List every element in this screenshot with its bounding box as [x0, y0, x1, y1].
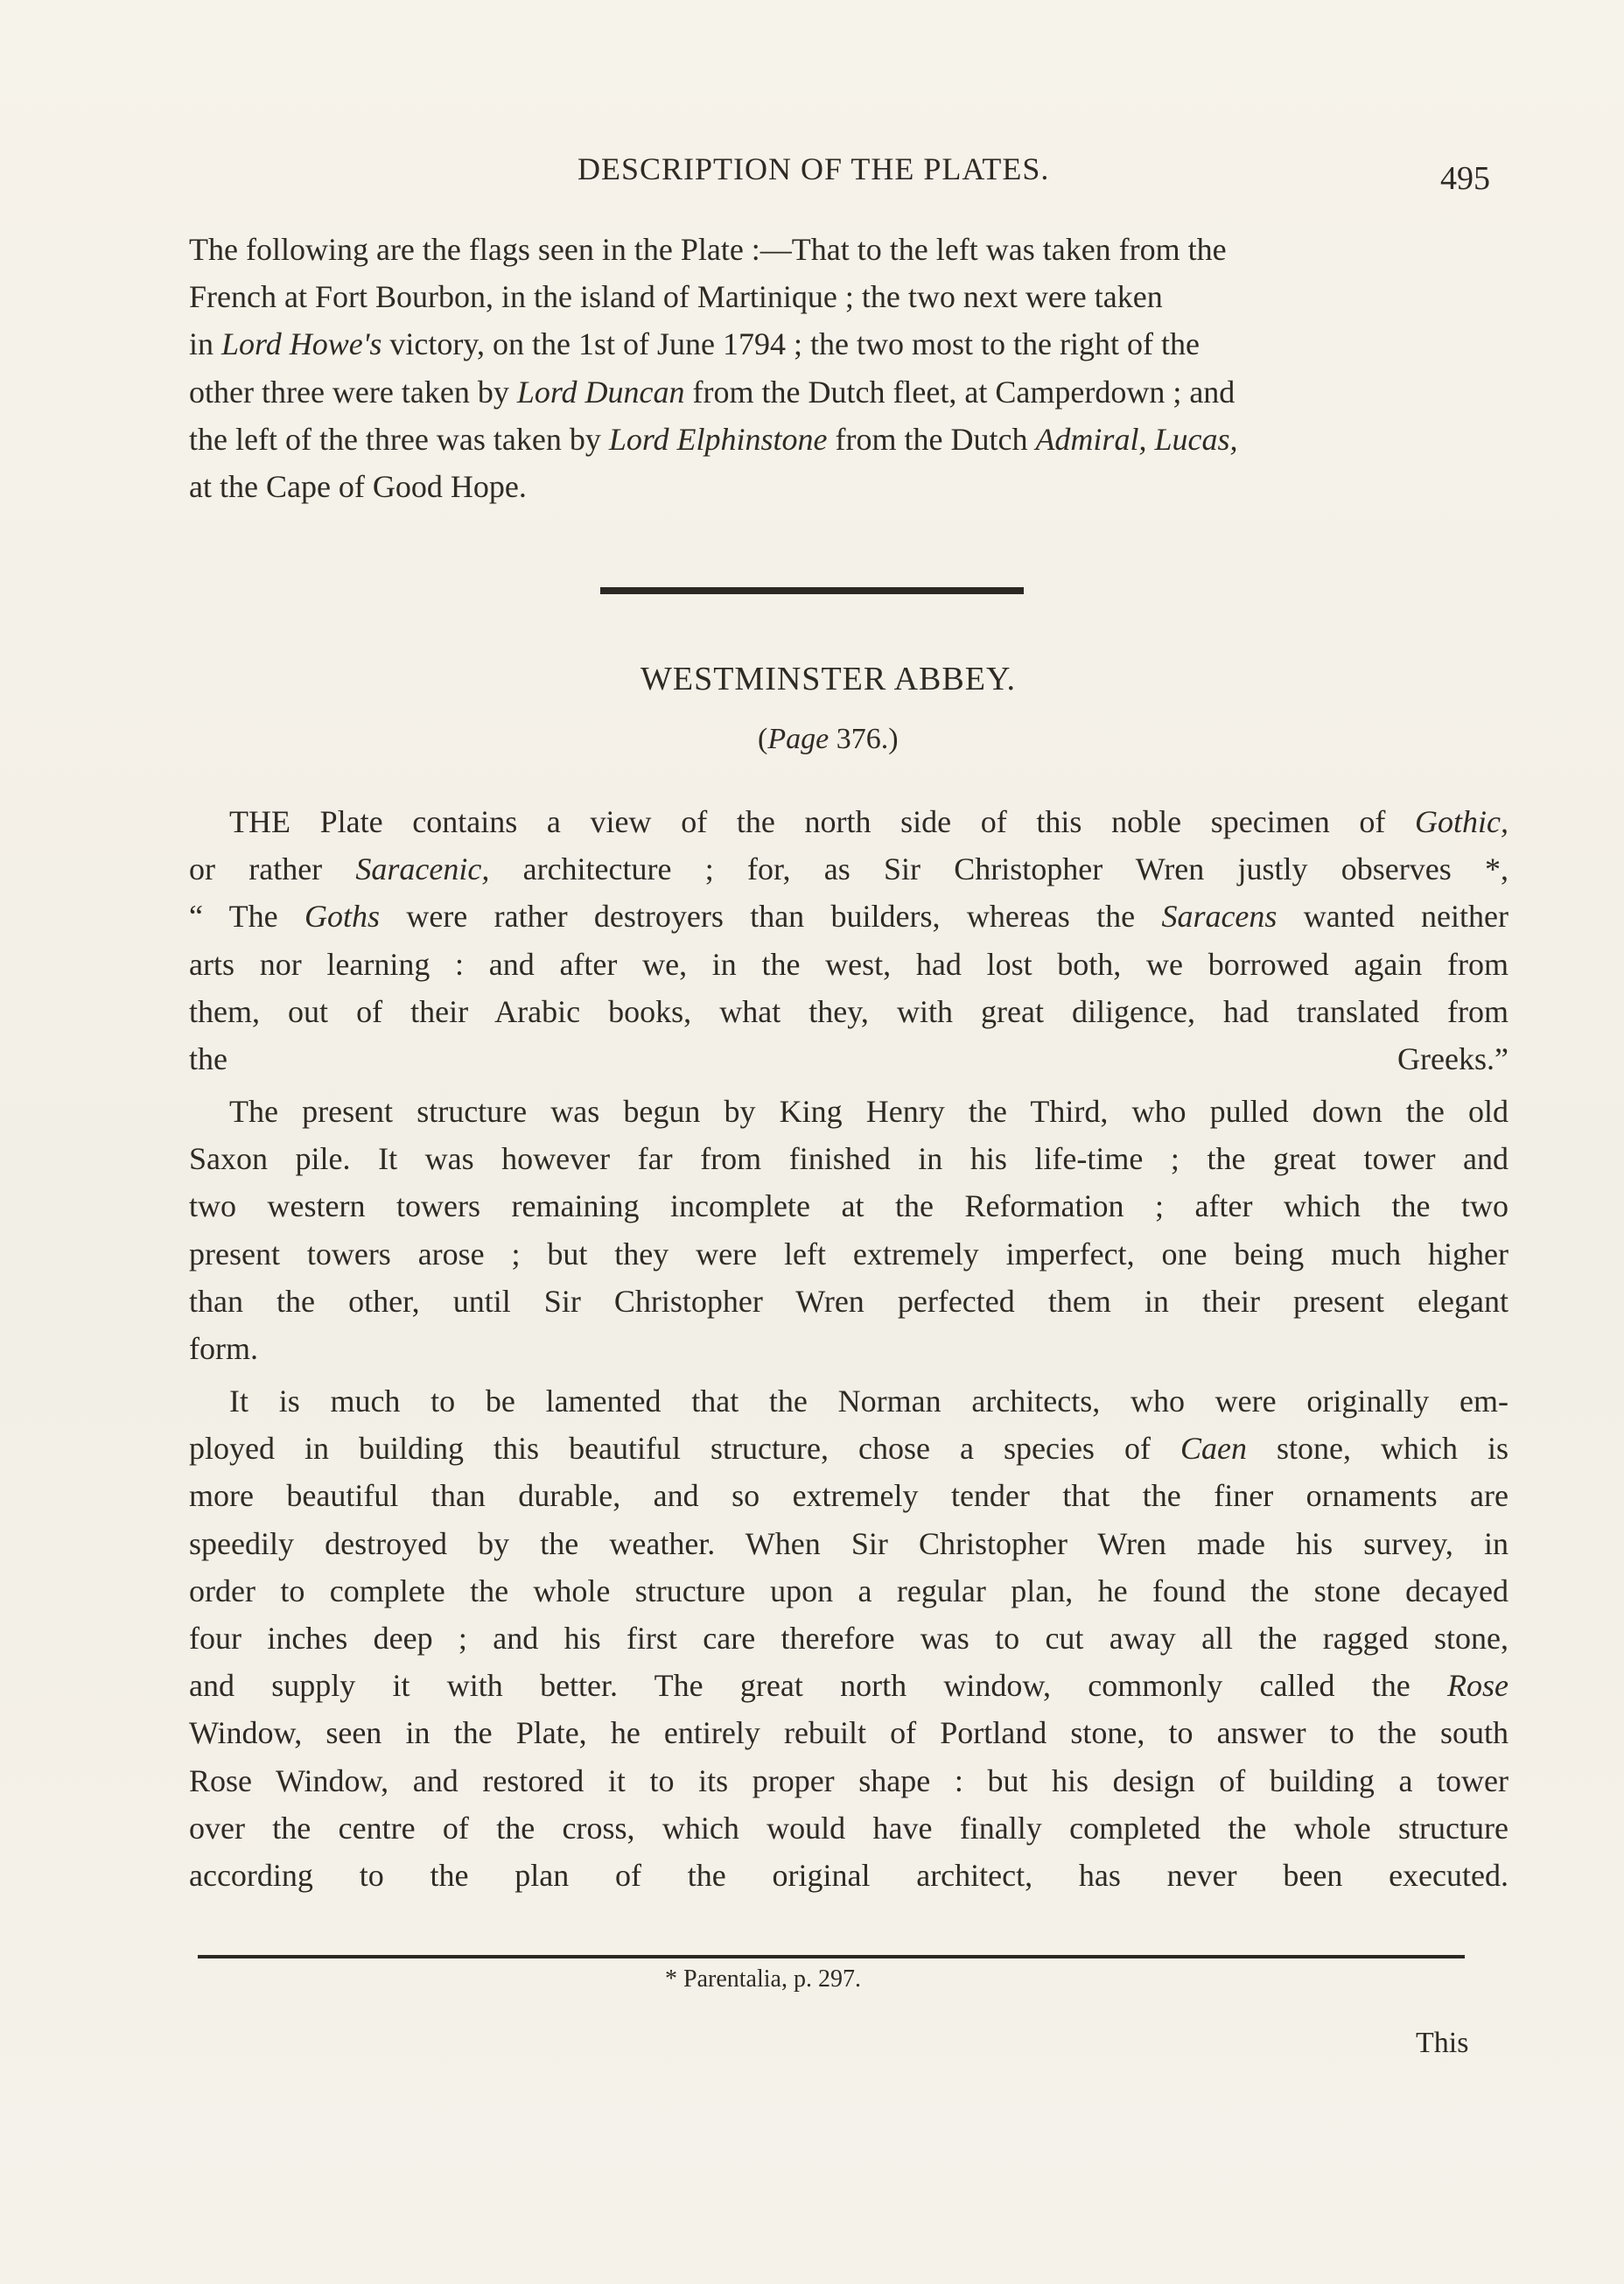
flags-paragraph: [189, 226, 1508, 510]
page-ref-word: Page: [767, 723, 830, 755]
page-number: 495: [1440, 160, 1490, 197]
text-line: according to the plan of the original architect, has never been executed.: [189, 1858, 1508, 1894]
text-line: the left of the three was taken by Lord Elphinstone from the Dutch Admiral, Lucas,: [189, 421, 1238, 457]
catchword: This: [1416, 2027, 1469, 2059]
paragraph-gothic: [189, 798, 1508, 1082]
footnote-divider: [198, 1955, 1465, 1958]
page-reference: [758, 723, 899, 756]
section-title: WESTMINSTER ABBEY.: [640, 661, 1017, 697]
text-line: present towers arose ; but they were left extremely imperfect, one being much higher: [189, 1236, 1508, 1272]
text-line: “ The Goths were rather destroyers than builders, whereas the Saracens wanted neither: [189, 899, 1509, 935]
footnote: * Parentalia, p. 297.: [665, 1965, 861, 1993]
text-line: THE Plate contains a view of the north side of this noble specimen of Gothic,: [229, 804, 1508, 839]
text-line: ployed in building this beautiful structure, chose a species of Caen stone, which is: [189, 1431, 1508, 1467]
text-line: in Lord Howe's victory, on the 1st of June 1794 ; the two most to the right of the: [189, 326, 1200, 362]
text-line: form.: [189, 1331, 258, 1367]
text-line: speedily destroyed by the weather. When Sir Christopher Wren made his survey, in: [189, 1525, 1508, 1561]
text-line: The present structure was begun by King Henry the Third, who pulled down the old: [229, 1094, 1508, 1129]
text-line: the Greeks.”: [189, 1041, 1508, 1077]
text-line: It is much to be lamented that the Norman architects, who were originally em-: [229, 1384, 1508, 1419]
text-line: four inches deep ; and his first care therefore was to cut away all the ragged stone,: [189, 1621, 1508, 1657]
text-line: than the other, until Sir Christopher Wren perfected them in their present elegant: [189, 1283, 1508, 1319]
text-line: and supply it with better. The great north window, commonly called the Rose: [189, 1668, 1508, 1704]
text-line: other three were taken by Lord Duncan from the Dutch fleet, at Camperdown ; and: [189, 374, 1236, 410]
text-line: order to complete the whole structure upon a regular plan, he found the stone decayed: [189, 1573, 1508, 1608]
text-line: at the Cape of Good Hope.: [189, 469, 527, 505]
text-line: two western towers remaining incomplete at the Reformation ; after which the two: [189, 1188, 1508, 1224]
page-ref-open: (: [758, 723, 768, 755]
page-ref-number: 376.): [829, 723, 899, 755]
text-line: them, out of their Arabic books, what they, with great diligence, had translated from: [189, 993, 1508, 1029]
text-line: over the centre of the cross, which would have finally completed the whole structure: [189, 1810, 1508, 1846]
running-head: DESCRIPTION OF THE PLATES.: [578, 151, 1050, 186]
text-line: or rather Saracenic, architecture ; for, as Sir Christopher Wren justly observes *,: [189, 851, 1508, 887]
paragraph-norman: [189, 1377, 1508, 1899]
text-line: French at Fort Bourbon, in the island of Martinique ; the two next were taken: [189, 279, 1163, 315]
text-line: Saxon pile. It was however far from finished in his life-time ; the great tower and: [189, 1141, 1508, 1177]
text-line: Window, seen in the Plate, he entirely rebuilt of Portland stone, to answer to the south: [189, 1715, 1508, 1751]
text-line: The following are the flags seen in the Plate :—That to the left was taken from the: [189, 232, 1227, 267]
text-line: Rose Window, and restored it to its proper shape : but his design of building a tower: [189, 1762, 1508, 1798]
section-divider: [600, 587, 1024, 594]
text-line: arts nor learning : and after we, in the west, had lost both, we borrowed again from: [189, 946, 1508, 982]
paragraph-structure: [189, 1088, 1508, 1372]
text-line: more beautiful than durable, and so extremely tender that the finer ornaments are: [189, 1478, 1508, 1514]
